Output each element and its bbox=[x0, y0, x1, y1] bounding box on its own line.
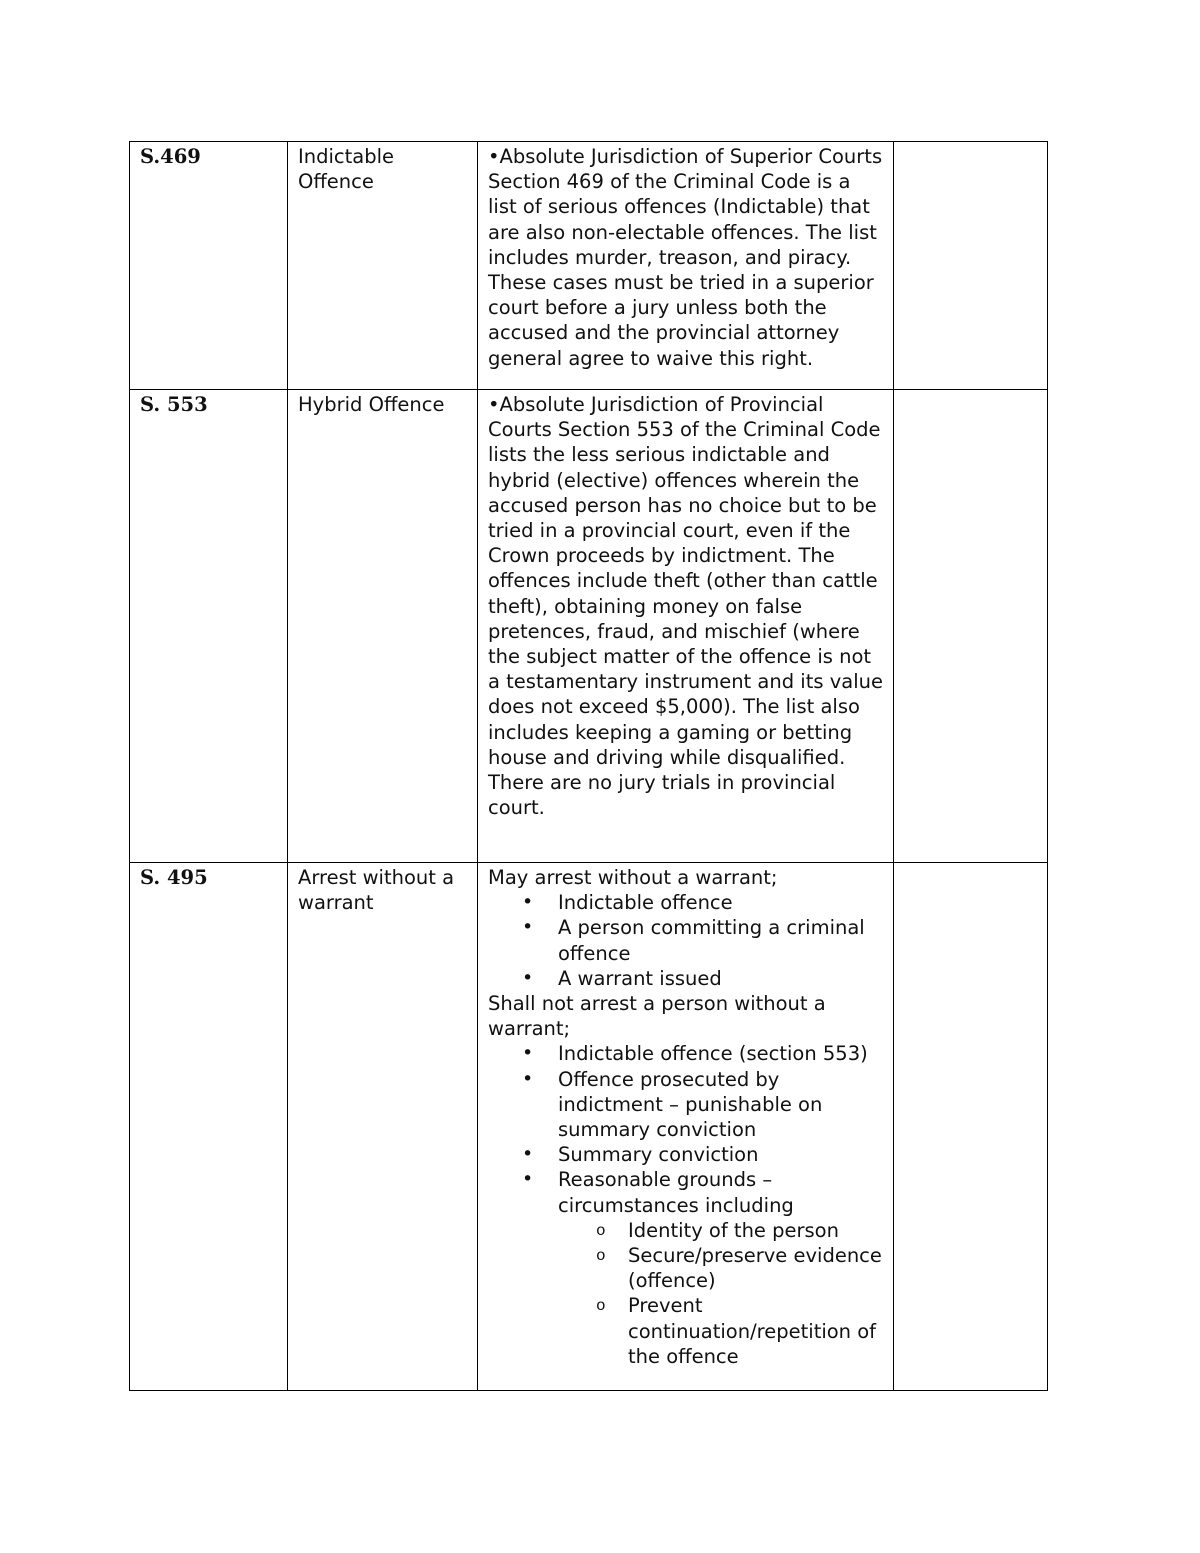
bullet-icon: • bbox=[522, 1067, 534, 1090]
list-item: • A person committing a criminal offence bbox=[522, 916, 865, 965]
bullet-icon: • bbox=[522, 1042, 534, 1065]
notes-cell bbox=[894, 863, 1048, 1391]
shall-not-arrest-list bbox=[488, 1041, 885, 1369]
list-item: • Indictable offence bbox=[522, 891, 733, 915]
offence-type-cell: Hybrid Offence bbox=[288, 390, 478, 863]
description-cell: •Absolute Jurisdiction of Superior Courts Section 469 of the Criminal Code is a list of serious offences (Indictable) that are also non-electable offences. The list includes murder, treason, and piracy. These cases must be tried in a superior court before a jury unless both the accused and the provincial attorney general agree to waive this right. bbox=[478, 142, 894, 390]
bullet-icon: • bbox=[522, 1143, 534, 1166]
description-cell bbox=[478, 863, 894, 1391]
list-item: • Indictable offence (section 553) bbox=[522, 1042, 868, 1066]
table-row bbox=[130, 390, 1048, 863]
bullet-icon: • bbox=[522, 966, 534, 989]
hollow-bullet-icon: o bbox=[596, 1221, 606, 1240]
may-arrest-list bbox=[488, 890, 885, 991]
notes-cell bbox=[894, 142, 1048, 390]
offence-type-cell: Arrest without a warrant bbox=[288, 863, 478, 1391]
sub-list-item: o Identity of the person bbox=[628, 1218, 885, 1243]
section-number: S. 495 bbox=[140, 866, 208, 889]
sub-list-item: o Secure/preserve evidence (offence) bbox=[596, 1244, 882, 1293]
bullet-icon: • bbox=[522, 916, 534, 939]
table-row bbox=[130, 142, 1048, 390]
section-number: S. 553 bbox=[140, 393, 208, 416]
bullet-icon: • bbox=[522, 891, 534, 914]
circumstances-sublist bbox=[558, 1218, 885, 1369]
list-item: • Summary conviction bbox=[522, 1143, 759, 1167]
bullet-icon: • bbox=[522, 1168, 534, 1191]
list-item: • Offence prosecuted by indictment – punishable on summary conviction bbox=[522, 1067, 823, 1142]
list-item: • A warrant issued bbox=[522, 966, 722, 990]
may-arrest-heading: May arrest without a warrant; bbox=[488, 866, 778, 889]
notes-cell bbox=[894, 390, 1048, 863]
shall-not-arrest-heading: Shall not arrest a person without a warrant; bbox=[488, 992, 826, 1041]
hollow-bullet-icon: o bbox=[596, 1247, 606, 1266]
table-row bbox=[130, 863, 1048, 1391]
offence-type-cell: Indictable Offence bbox=[288, 142, 478, 390]
section-cell bbox=[130, 142, 288, 390]
description-cell: •Absolute Jurisdiction of Provincial Courts Section 553 of the Criminal Code lists the less serious indictable and hybrid (elective) offences wherein the accused person has no choice but to be tried in a provincial court, even if the Crown proceeds by indictment. The offences include theft (other than cattle theft), obtaining money on false pretences, fraud, and mischief (where the subject matter of the offence is not a testamentary instrument and its value does not exceed $5,000). The list also includes keeping a gaming or betting house and driving while disqualified. There are no jury trials in provincial court. bbox=[478, 390, 894, 863]
section-number: S.469 bbox=[140, 145, 201, 168]
section-cell bbox=[130, 390, 288, 863]
section-cell bbox=[130, 863, 288, 1391]
list-item: • Reasonable grounds – circumstances including o Identity of the person o Secure/preserve evidence (offence) o Prevent continuation/repetition of the offence bbox=[558, 1167, 885, 1369]
hollow-bullet-icon: o bbox=[596, 1297, 606, 1316]
offences-table bbox=[129, 141, 1048, 1391]
sub-list-item: o Prevent continuation/repetition of the offence bbox=[596, 1294, 877, 1368]
